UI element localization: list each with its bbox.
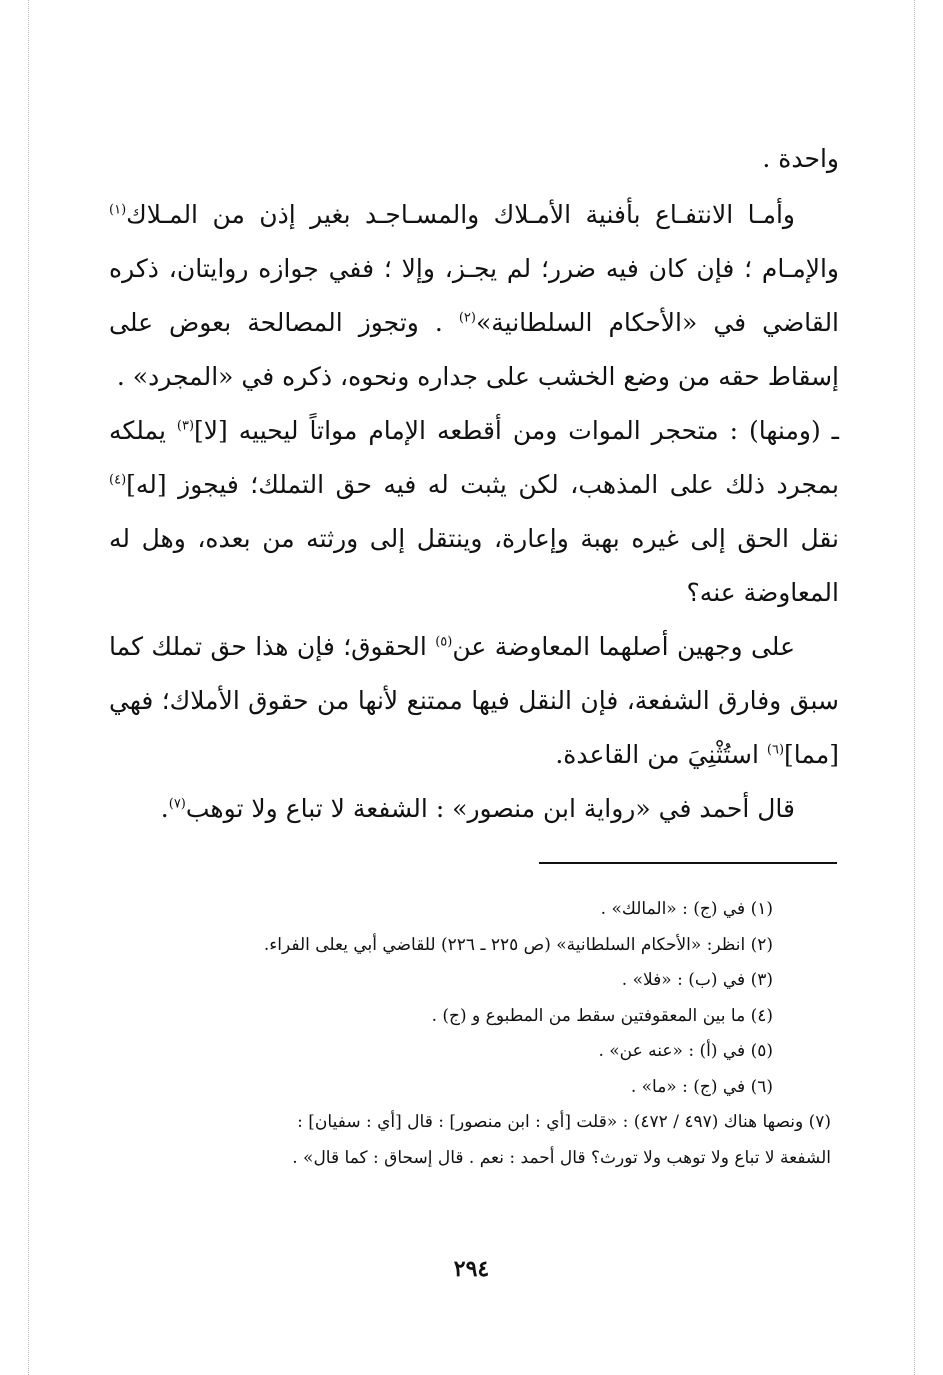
page-number: ٢٩٤: [453, 1256, 490, 1282]
footnote-ref-2[interactable]: (٢): [458, 310, 476, 326]
footnote-ref-5[interactable]: (٥): [435, 634, 453, 650]
para2-text-c: نقل الحق إلى غيره بهبة وإعارة، وينتقل إلى ورثته من بعده، وهل له المعاوضة عنه؟: [109, 524, 839, 607]
footnote-2: (٢) انظر: «الأحكام السلطانية» (ص ٢٢٥ ـ ٢٢٦) للقاضي أبي يعلى الفراء.: [263, 934, 773, 955]
footnote-separator: [539, 862, 837, 864]
footnote-5: (٥) في (أ) : «عنه عن» .: [598, 1041, 773, 1061]
footnote-7-continued: الشفعة لا تباع ولا توهب ولا تورث؟ قال أحمد : نعم . قال إسحاق : كما قال» .: [292, 1147, 831, 1168]
para1-text-c: . وتجوز المصالحة بعوض على إسقاط حقه من وضع الخشب على جداره ونحوه، ذكره في «المجرد» .: [109, 308, 839, 391]
right-margin-dots: [914, 0, 915, 1375]
paragraph-continuation: [109, 132, 839, 186]
para2-text-a: ـ (ومنها) : متحجر الموات ومن أقطعه الإمام مواتاً ليحييه [لا]: [194, 416, 839, 445]
footnote-6: (٦) في (ج) : «ما» .: [630, 1076, 773, 1097]
paragraph-ahmad-quote: [109, 782, 839, 836]
footnote-ref-1[interactable]: (١): [109, 202, 127, 218]
para3-text-b: الحقوق؛ فإن هذا حق تملك كما سبق وفارق الشفعة، فإن النقل فيها ممتنع لأنها من حقوق الأملاك؛ فهي [مما]: [109, 632, 839, 769]
continuation-line: واحدة .: [762, 144, 839, 173]
footnote-ref-3[interactable]: (٣): [176, 418, 195, 434]
footnote-ref-7[interactable]: (٧): [168, 796, 186, 812]
para4-text-a: قال أحمد في «رواية ابن منصور» : الشفعة لا تباع ولا توهب: [185, 794, 795, 823]
para2-text-b: يملكه بمجرد ذلك على المذهب، لكن يثبت له فيه حق التملك؛ فيجوز [له]: [109, 416, 839, 499]
footnote-7: (٧) ونصها هناك (٤٩٧ / ٤٧٢) : «قلت [أي : ابن منصور] : قال [أي : سفيان] :: [297, 1112, 831, 1132]
footnote-ref-6[interactable]: (٦): [766, 742, 785, 758]
footnote-1: (١) في (ج) : «المالك» .: [600, 899, 773, 919]
para1-text-a: وأمـا الانتفـاع بأفنية الأمـلاك والمسـاجـد بغير إذن من المـلاك: [126, 200, 795, 229]
footnote-4: (٤) ما بين المعقوفتين سقط من المطبوع و (ج) .: [431, 1005, 773, 1026]
footnote-3: (٣) في (ب) : «فلا» .: [621, 970, 773, 990]
footnotes: [107, 892, 831, 1176]
para3-text-a: على وجهين أصلهما المعاوضة عن: [452, 632, 795, 661]
paragraph-mutahajjir: [109, 404, 839, 620]
footnote-ref-4[interactable]: (٤): [109, 472, 127, 488]
paragraph-wajhayn: [109, 620, 839, 782]
para3-text-c: استُثْنِيَ من القاعدة.: [555, 740, 767, 769]
paragraph-afniya: [109, 188, 839, 404]
para4-text-b: .: [160, 794, 169, 823]
para1-text-b: والإمـام ؛ فإن كان فيه ضرر؛ لم يجـز، وإلا ؛ ففي جوازه روايتان، ذكره القاضي في «الأحكام السلطانية»: [109, 254, 840, 337]
left-margin-dots: [28, 0, 29, 1375]
